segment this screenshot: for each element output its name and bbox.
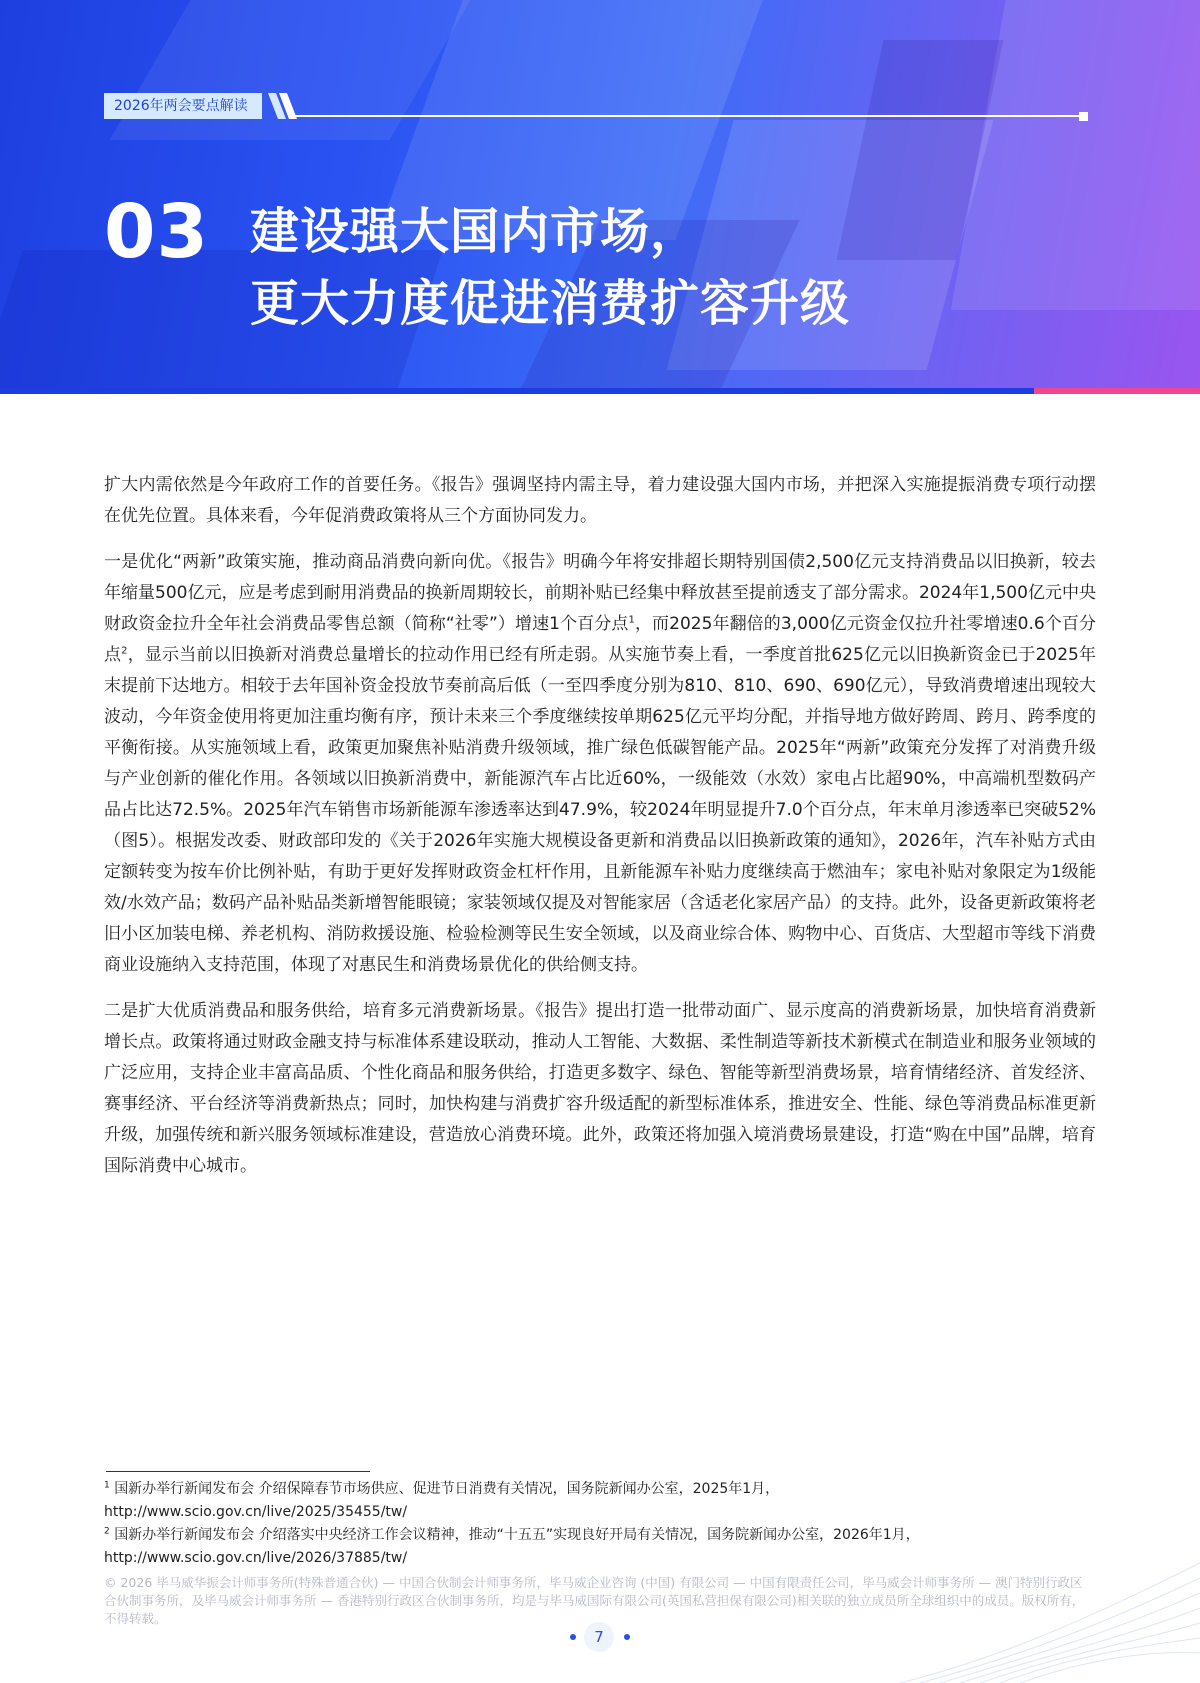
copyright-notice: © 2026 毕马威华振会计师事务所(特殊普通合伙) — 中国合伙制会计师事务所，毕马威企业咨询 (中国) 有限公司 — 中国有限责任公司，毕马威会计师事务所 — 澳门特别行政区合伙制事务所，及毕马威会计师事务所 — 香港特别行政区合伙制事务所，均是与毕马威国际有限公司(英国私营担保有限公司)相关联的独立成员所全球组织中的成员。版权所有，不得转载。 [104, 1575, 1085, 1626]
footnote-link[interactable]: http://www.scio.gov.cn/live/2025/35455/tw/ [104, 1504, 408, 1520]
footnote-mark: 2 [104, 1526, 110, 1537]
page-indicator [0, 1620, 1200, 1654]
paragraph-two-new-policy [104, 547, 1096, 981]
footnote-text: 国新办举行新闻发布会 介绍保障春节市场供应、促进节日消费有关情况，国务院新闻办公室，2025年1月， [114, 1481, 780, 1497]
footnote-mark: 1 [104, 1480, 110, 1491]
section-title-line1: 建设强大国内市场， [250, 203, 701, 260]
paragraph-text: 一是优化“两新”政策实施，推动商品消费向新向优。《报告》明确今年将安排超长期特别国债2,500亿元支持消费品以旧换新，较去年缩量500亿元，应是考虑到耐用消费品的换新周期较长，前期补贴已经集中释放甚至提前透支了部分需求。2024年1,500亿元中央财政资金拉升全年社会消费品零售总额（简称“社零”）增速1个百分点 [104, 552, 1096, 634]
footnote-ref[interactable]: 1 [628, 614, 635, 626]
report-tag: 2026年两会要点解读 [104, 93, 262, 119]
footnote-link[interactable]: http://www.scio.gov.cn/live/2026/37885/tw/ [104, 1550, 408, 1566]
paragraph-text: ，而2025年翻倍的3,000亿元资金仅拉升社零增速0.6个百分点 [104, 614, 1096, 665]
paragraph-intro: 扩大内需依然是今年政府工作的首要任务。《报告》强调坚持内需主导，着力建设强大国内市场，并把深入实施提振消费专项行动摆在优先位置。具体来看，今年促消费政策将从三个方面协同发力。 [104, 475, 1096, 526]
section-number: 03 [104, 189, 209, 275]
page-dot-right [624, 1634, 630, 1640]
banner-facet [110, 0, 471, 140]
decorative-wave-lines [900, 1543, 1200, 1683]
header-rule-endpoint [1079, 112, 1088, 121]
header-banner [0, 0, 1200, 388]
banner-accent-strip [1034, 388, 1200, 394]
banner-bottom-strip [0, 388, 1200, 394]
section-title [250, 196, 850, 340]
header-rule [292, 115, 1084, 117]
page-number: 7 [584, 1622, 614, 1652]
footnote-ref[interactable]: 2 [121, 645, 128, 657]
page-dot-left [570, 1634, 576, 1640]
footnote-text: 国新办举行新闻发布会 介绍落实中央经济工作会议精神，推动“十五五”实现良好开局有关情况，国务院新闻办公室，2026年1月， [114, 1527, 920, 1543]
footnote-item [104, 1478, 1104, 1501]
paragraph-text: ，显示当前以旧换新对消费总量增长的拉动作用已经有所走弱。从实施节奏上看，一季度首批625亿元以旧换新资金已于2025年末提前下达地方。相较于去年国补资金投放节奏前高后低（一至四季度分别为810、810、690、690亿元），导致消费增速出现较大波动，今年资金使用将更加注重均衡有序，预计未来三个季度继续按单期625亿元平均分配，并指导地方做好跨周、跨月、跨季度的平衡衔接。从实施领域上看，政策更加聚焦补贴消费升级领域，推广绿色低碳智能产品。2025年“两新”政策充分发挥了对消费升级与产业创新的催化作用。各领域以旧换新消费中，新能源汽车占比近60%，一级能效（水效）家电占比超90%，中高端机型数码产品占比达72.5%。2025年汽车销售市场新能源车渗透率达到47.9%，较2024年明显提升7.0个百分点，年末单月渗透率已突破52%（图5）。根据发改委、财政部印发的《关于2026年实施大规模设备更新和消费品以旧换新政策的通知》，2026年，汽车补贴方式由定额转变为按车价比例补贴，有助于更好发挥财政资金杠杆作用，且新能源车补贴力度继续高于燃油车；家电补贴对象限定为1级能效/水效产品；数码产品补贴品类新增智能眼镜；家装领域仅提及对智能家居（含适老化家居产品）的支持。此外，设备更新政策将老旧小区加装电梯、养老机构、消防救援设施、检验检测等民生安全领域，以及商业综合体、购物中心、百货店、大型超市等线下消费商业设施纳入支持范围，体现了对惠民生和消费场景优化的供给侧支持。 [104, 645, 1097, 975]
paragraph-supply: 二是扩大优质消费品和服务供给，培育多元消费新场景。《报告》提出打造一批带动面广、显示度高的消费新场景，加快培育消费新增长点。政策将通过财政金融支持与标准体系建设联动，推动人工智能、大数据、柔性制造等新技术新模式在制造业和服务业领域的广泛应用，支持企业丰富高品质、个性化商品和服务供给，打造更多数字、绿色、智能等新型消费场景，培育情绪经济、首发经济、赛事经济、平台经济等消费新热点；同时，加快构建与消费扩容升级适配的新型标准体系，推进安全、性能、绿色等消费品标准更新升级，加强传统和新兴服务领域标准建设，营造放心消费环境。此外，政策还将加强入境消费场景建设，打造“购在中国”品牌，培育国际消费中心城市。 [104, 1001, 1096, 1176]
article-body [104, 470, 1096, 1197]
section-title-line2: 更大力度促进消费扩容升级 [250, 275, 851, 332]
footnote-divider [106, 1471, 370, 1472]
